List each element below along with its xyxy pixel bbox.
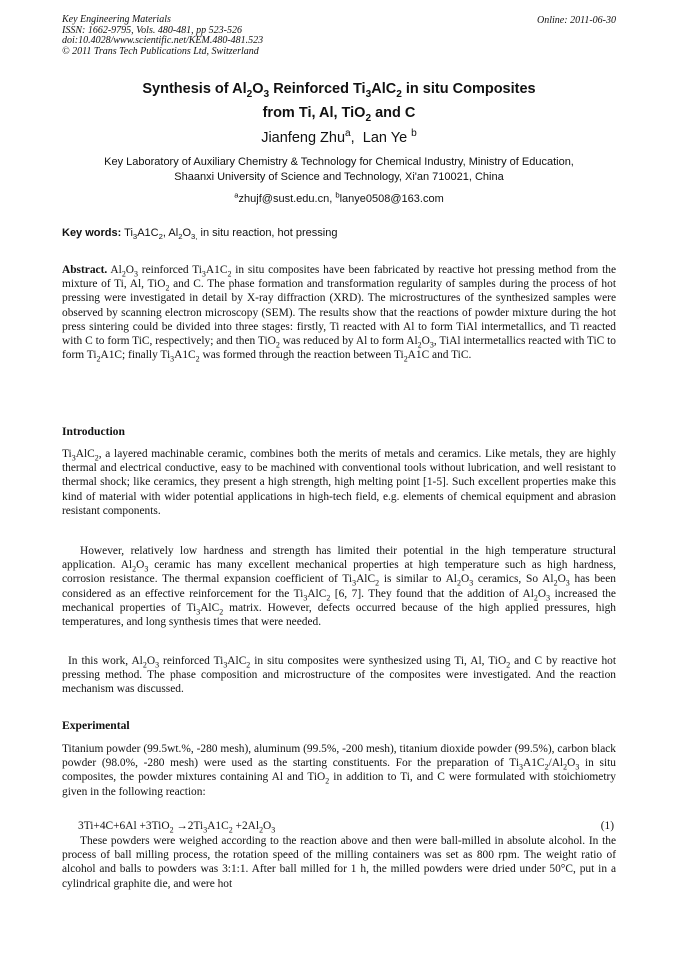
email-link[interactable]: lanye0508@163.com — [339, 193, 444, 205]
online-date: Online: 2011-06-30 — [537, 15, 616, 26]
journal-name: Key Engineering Materials — [62, 14, 171, 25]
reaction-equation: $3Ti+4C+6Al +3TiO_2 \to 2Ti_3A1C_2 +2Al_2O_3$ (1) — [78, 820, 614, 835]
author-list: Jianfeng Zhu$^a$, Lan Ye $^b$ — [261, 128, 417, 146]
doi-line: doi:10.4028/www.scientific.net/KEM.480-481.523 — [62, 35, 264, 46]
affiliation: Key Laboratory of Auxiliary Chemistry & Technology for Chemical Industry, Ministry of Education, Shaanxi University of Science and Technology, Xi'an 710021, China — [104, 156, 574, 183]
introduction-paragraph-1: $Ti_3AlC_2$, a layered machinable ceramic, combines both the merits of metals and ceramics. Like metals, they are highly thermal and electrical conductive, easy to be machined with conventional tools without lubrication, and well resistant to thermal shock; like ceramics, they present a high strength, high melting point [1-5]. Such excellent properties make this kind of material with wider potential applications in high-tech field, e.g. elements of chemical equipment and abrasion resistant components. — [62, 448, 616, 517]
issn-line: ISSN: 1662-9795, Vols. 480-481, pp 523-526 — [62, 24, 242, 36]
author-name: Jianfeng Zhu — [261, 130, 346, 146]
section-heading-experimental: Experimental — [62, 719, 130, 732]
journal-header — [62, 15, 263, 57]
experimental-paragraph-1: Titanium powder (99.5wt.%, -280 mesh), aluminum (99.5%, -200 mesh), titanium dioxide powder (99.5%), carbon black powder (98.0%, -280 mesh) were used as the starting constituents. For the preparation of $Ti_3A1C_2/Al_2O_3$ in situ composites, the powder mixtures containing Al and TiO$_2$ in addition to Ti, and C were formulated with stoichiometry given in the following reaction: — [62, 743, 616, 798]
abstract-paragraph: Abstract. $Al_2O_3$ reinforced $Ti_3A1C_2$ in situ composites have been fabricated by reactive hot pressing method from the mixture of Ti, Al, TiO$_2$ and C. The phase formation and transformation regularity of samples during the process of hot pressing were investigated in detail by X-ray diffraction (XRD). The microstructures of the synthesized samples were observed by scanning electron microscopy (SEM). The results show that the reactions of powder mixture during the hot press sintering could be divided into three stages: firstly, Ti reacted with Al to form TiAl intermetallics, and Ti reacted with C to form TiC, respectively; and then TiO$_2$ was reduced by Al to form $Al_2O_3$, TiAl intermetallics reacted with TiC to form $Ti_2A1C$; finally $Ti_3A1C_2$ was formed through the reaction between $Ti_2A1C$ and TiC. — [62, 264, 616, 364]
paper-title-line1: Synthesis of $Al_2O_3$ Reinforced $Ti_3AlC_2$ in situ Composites — [142, 81, 536, 100]
paper-title-line2: from Ti, Al, TiO$_2$ and C — [262, 105, 416, 124]
author-emails: $^a$zhujf@sust.edu.cn, $^b$lanye0508@163.com — [234, 190, 444, 205]
introduction-paragraph-2: However, relatively low hardness and strength has limited their potential in the high temperature structural application. $Al_2O_3$ ceramic has many excellent mechanical properties at high temperature such as high hardness, corrosion resistance. The thermal expansion coefficient of $Ti_3AlC_2$ is similar to $Al_2O_3$ ceramics, So $Al_2O_3$ has been considered as an effective reinforcement for the $Ti_3AlC_2$ [6, 7]. They found that the addition of $Al_2O_3$ increased the mechanical properties of $Ti_3AlC_2$ matrix. However, defects occurred because of the high applied pressures, high temperatures, and long synthesis times that were needed. — [62, 545, 616, 629]
section-heading-introduction: Introduction — [62, 425, 125, 438]
equation-number: (1) — [600, 820, 614, 832]
email-link[interactable]: zhujf@sust.edu.cn, — [238, 193, 336, 205]
keywords: Key words: $Ti_3A1C_2$, $Al_2O_{3,}$ in situ reaction, hot pressing — [62, 227, 338, 242]
author-name: Lan Ye — [362, 130, 408, 146]
introduction-paragraph-3: In this work, $Al_2O_3$ reinforced $Ti_3AlC_2$ in situ composites were synthesized using Ti, Al, TiO$_2$ and C by reactive hot pressing method. The phase composition and microstructure of the composites were investigated. And the reaction mechanism was discussed. — [62, 655, 617, 696]
copyright-line: © 2011 Trans Tech Publications Ltd, Switzerland — [62, 45, 259, 57]
experimental-paragraph-2: These powders were weighed according to the reaction above and then were ball-milled in absolute alcohol. In the process of ball milling process, the rotation speed of the milling containers was set as 800 rpm. The weight ratio of alcohol and balls to powders was 3:1:1. After ball milled for 1 h, the milled powders were dried under 50°C, put in a cylindrical graphite die, and were hot — [62, 835, 616, 890]
